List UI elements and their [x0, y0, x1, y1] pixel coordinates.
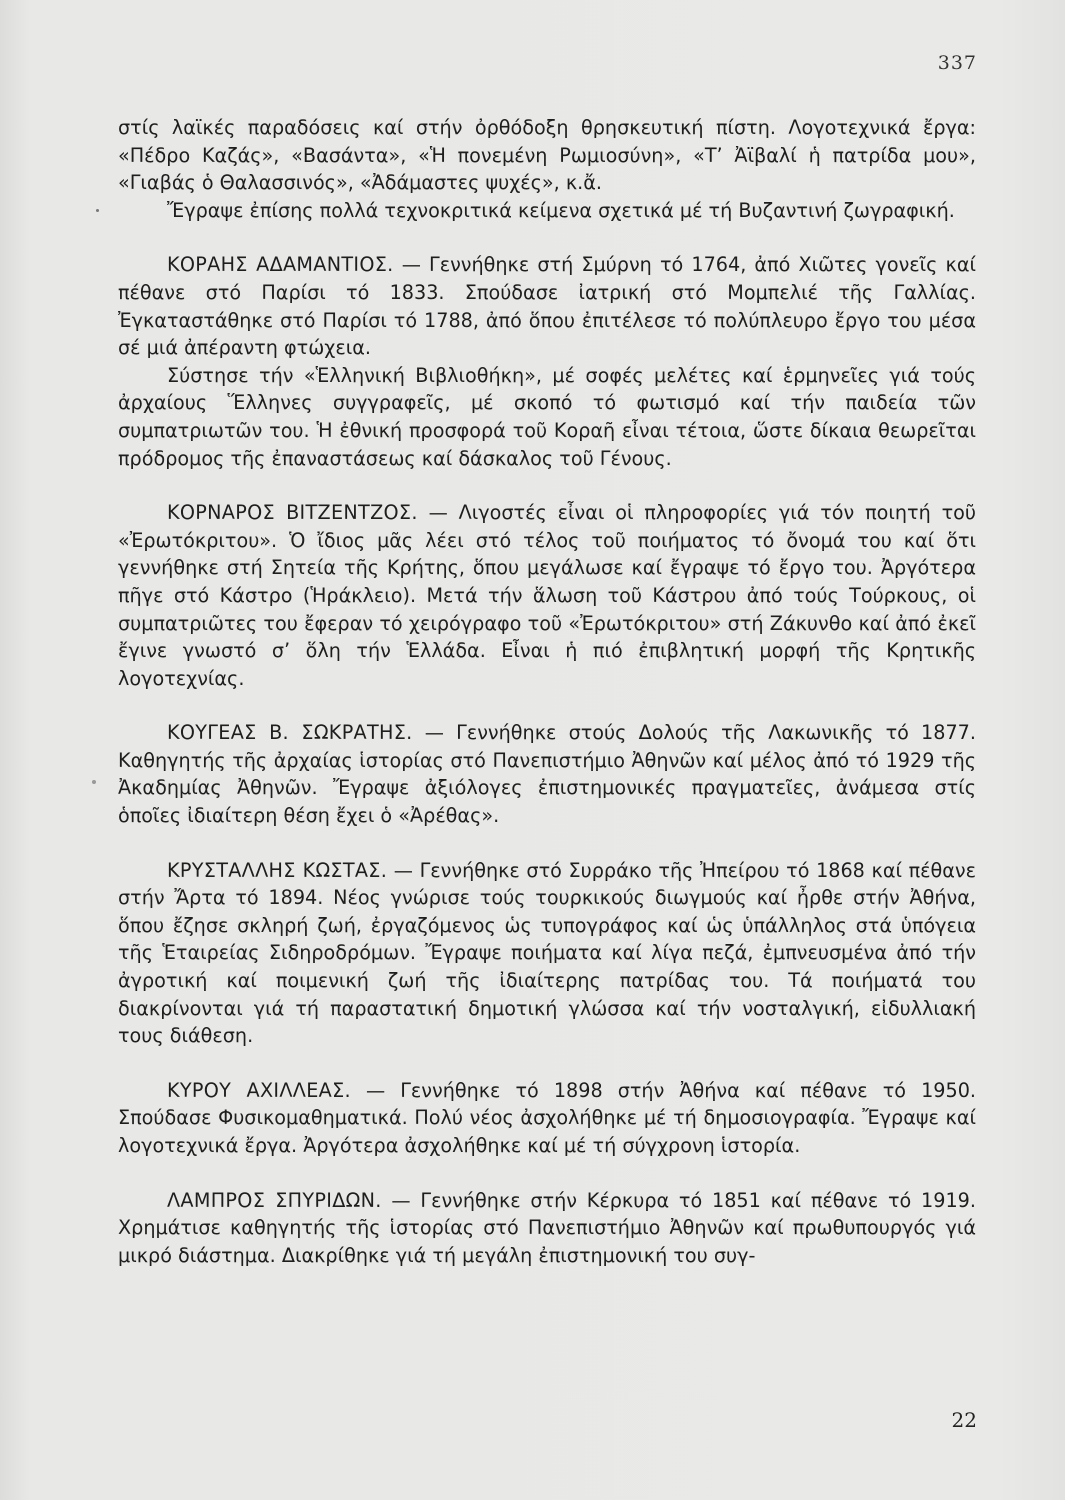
entry-name: ΛΑΜΠΡΟΣ ΣΠΥΡΙΔΩΝ.	[167, 1188, 382, 1212]
entry-name: ΚΟΡΑΗΣ ΑΔΑΜΑΝΤΙΟΣ.	[167, 253, 394, 277]
entry-paragraph	[118, 499, 976, 692]
entry-name: ΚΟΡΝΑΡΟΣ ΒΙΤΖΕΝΤΖΟΣ.	[167, 501, 418, 525]
entry-paragraph: Σύστησε τήν «Ἑλληνική Βιβλιοθήκη», μέ σοφές μελέτες καί ἑρμηνεῖες γιά τούς ἀρχαίους Ἕλληνες συγγραφεῖς, μέ σκοπό τό φωτισμό καί τήν παιδεία τῶν συμπατριωτῶν του. Ἡ ἐθνική προσφορά τοῦ Κοραῆ εἶναι τέτοια, ὥστε δίκαια θεωρεῖται πρόδρομος τῆς ἐπαναστάσεως καί δάσκαλος τοῦ Γένους.	[118, 363, 976, 470]
paper-speck	[96, 209, 99, 212]
entry-korais	[118, 251, 976, 472]
entry-name: ΚΡΥΣΤΑΛΛΗΣ ΚΩΣΤΑΣ.	[167, 858, 388, 882]
paper-speck	[92, 780, 96, 784]
entry-text: — Γεννήθηκε στό Συρράκο τῆς Ἠπείρου τό 1868 καί πέθανε στήν Ἄρτα τό 1894. Νέος γνώρισε τούς τουρκικούς διωγμούς καί ἦρθε στήν Ἀθήνα, ὅπου ἔζησε σκληρή ζωή, ἐργαζόμενος ὡς τυπογράφος καί ὡς ὑπάλληλος στά ὑπόγεια τῆς Ἑταιρείας Σιδηροδρόμων. Ἔγραψε ποιήματα καί λίγα πεζά, ἐμπνευσμένα ἀπό τήν ἀγροτική καί ποιμενική ζωή τῆς ἰδιαίτερης πατρίδας του. Τά ποιήματά του διακρίνονται γιά τή παραστατική δημοτική γλώσσα καί τήν νοσταλγική, εἰδυλλιακή τους διάθεση.	[118, 858, 976, 1048]
entry-paragraph	[118, 1187, 976, 1270]
entry-kornaros	[118, 499, 976, 692]
entry-continuation	[118, 114, 976, 224]
entry-kougeas	[118, 719, 976, 829]
page-number: 337	[937, 52, 977, 74]
entry-text: — Γεννήθηκε στή Σμύρνη τό 1764, ἀπό Χιῶτες γονεῖς καί πέθανε στό Παρίσι τό 1833. Σπούδασε ἰατρική στό Μομπελιέ τῆς Γαλλίας. Ἐγκαταστάθηκε στό Παρίσι τό 1788, ἀπό ὅπου ἐπιτέλεσε τό πολύπλευρο ἔργο του μέσα σέ μιά ἀπέραντη φτώχεια.	[118, 253, 976, 360]
entry-paragraph	[118, 251, 976, 361]
entry-text: — Γεννήθηκε στούς Δολούς τῆς Λακωνικῆς τό 1877. Καθηγητής τῆς ἀρχαίας ἱστορίας στό Πανεπιστήμιο Ἀθηνῶν καί μέλος ἀπό τό 1929 τῆς Ἀκαδημίας Ἀθηνῶν. Ἔγραψε ἀξιόλογες ἐπιστημονικές πραγματεῖες, ἀνάμεσα στίς ὁποῖες ἰδιαίτερη θέση ἔχει ὁ «Ἀρέθας».	[118, 721, 976, 828]
entry-name: ΚΥΡΟΥ ΑΧΙΛΛΕΑΣ.	[167, 1078, 351, 1102]
entry-krystallis	[118, 857, 976, 1050]
page-body	[118, 114, 976, 1269]
entry-lampros	[118, 1187, 976, 1270]
entry-paragraph: στίς λαϊκές παραδόσεις καί στήν ὀρθόδοξη θρησκευτική πίστη. Λογοτεχνικά ἔργα: «Πέδρο Καζάς», «Βασάντα», «Ἡ πονεμένη Ρωμιοσύνη», «Τ’ Ἀϊβαλί ἡ πατρίδα μου», «Γιαβάς ὁ Θαλασσινός», «Ἀδάμαστες ψυχές», κ.ἄ.	[118, 116, 976, 195]
entry-paragraph	[118, 719, 976, 829]
entry-kyrou	[118, 1077, 976, 1160]
entry-paragraph	[118, 1077, 976, 1160]
entry-name: ΚΟΥΓΕΑΣ Β. ΣΩΚΡΑΤΗΣ.	[167, 721, 413, 745]
signature-number: 22	[951, 1408, 977, 1432]
entry-text: — Λιγοστές εἶναι οἱ πληροφορίες γιά τόν ποιητή τοῦ «Ἐρωτόκριτου». Ὁ ἴδιος μᾶς λέει στό τέλος τοῦ ποιήματος τό ὄνομά του καί ὅτι γεννήθηκε στή Σητεία τῆς Κρήτης, ὅπου μεγάλωσε καί ἔγραψε τό ἔργο του. Ἀργότερα πῆγε στό Κάστρο (Ἡράκλειο). Μετά τήν ἅλωση τοῦ Κάστρου ἀπό τούς Τούρκους, οἱ συμπατριῶτες του ἔφεραν τό χειρόγραφο τοῦ «Ἐρωτόκριτου» στή Ζάκυνθο καί ἀπό ἐκεῖ ἔγινε γνωστό σ’ ὅλη τήν Ἑλλάδα. Εἶναι ἡ πιό ἐπιβλητική μορφή τῆς Κρητικῆς λογοτεχνίας.	[118, 501, 977, 690]
entry-text: — Γεννήθηκε στήν Κέρκυρα τό 1851 καί πέθανε τό 1919. Χρημάτισε καθηγητής τῆς ἱστορίας στό Πανεπιστήμιο Ἀθηνῶν καί πρωθυπουργός γιά μικρό διάστημα. Διακρίθηκε γιά τή μεγάλη ἐπιστημονική του συγ-	[118, 1188, 976, 1267]
entry-paragraph	[118, 857, 976, 1050]
entry-text: — Γεννήθηκε τό 1898 στήν Ἀθήνα καί πέθανε τό 1950. Σπούδασε Φυσικομαθηματικά. Πολύ νέος ἀσχολήθηκε μέ τή δημοσιογραφία. Ἔγραψε καί λογοτεχνικά ἔργα. Ἀργότερα ἀσχολήθηκε καί μέ τή σύγχρονη ἱστορία.	[118, 1078, 977, 1157]
entry-paragraph: Ἔγραψε ἐπίσης πολλά τεχνοκριτικά κείμενα σχετικά μέ τή Βυζαντινή ζωγραφική.	[167, 198, 955, 222]
